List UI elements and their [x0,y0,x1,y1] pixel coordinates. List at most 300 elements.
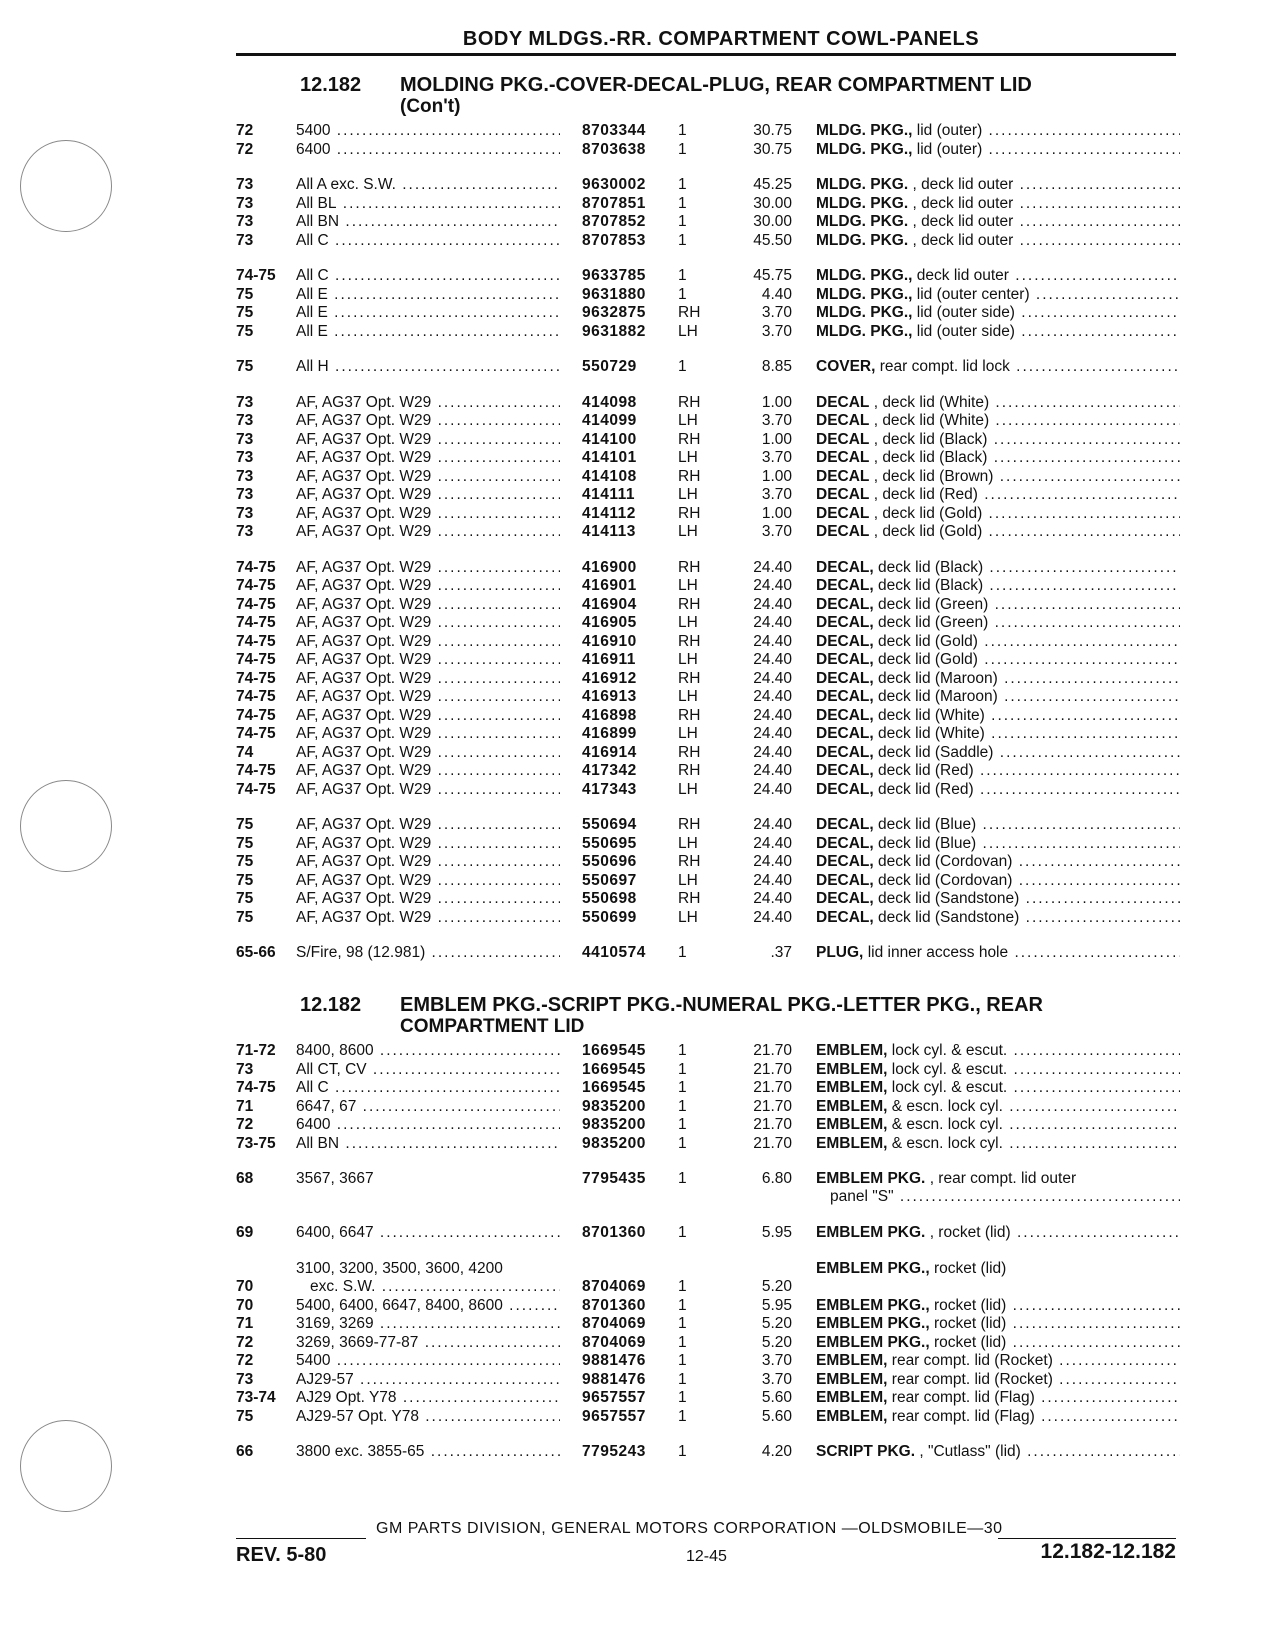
model-year: 71-72 [236,1042,276,1059]
table-row [0,1297,1280,1316]
model-usage [296,744,560,762]
part-number: 9633785 [582,267,646,284]
model-usage [296,304,560,322]
model-usage [296,267,560,285]
part-detail: deck lid (Sandstone) [878,908,1020,926]
model-usage [296,468,560,486]
part-name: EMBLEM, [816,1407,888,1425]
price: 24.40 [753,651,792,668]
part-name: EMBLEM PKG., [816,1259,930,1277]
model-usage [296,781,560,799]
model-year: 74-75 [236,706,276,724]
part-description [816,853,1180,871]
part-number: 550695 [582,834,637,852]
model-usage-text: AJ29-57 Opt. Y78 [296,1407,419,1425]
model-usage [296,1098,560,1116]
price: 1.00 [761,430,792,448]
price: 3.70 [761,1370,792,1388]
part-description [816,1297,1180,1315]
footer-rule [236,1538,366,1539]
part-detail: lock cyl. & escut. [891,1042,1008,1059]
part-number: 9835200 [582,1097,646,1115]
quantity: RH [678,890,701,907]
model-year: 72 [236,1352,254,1369]
model-usage [296,394,560,412]
part-detail: & escn. lock cyl. [891,1134,1003,1152]
part-name: EMBLEM, [816,1060,888,1078]
model-year: 72 [236,1333,254,1351]
part-detail: deck lid (Gold) [878,632,978,650]
model-usage [296,358,560,376]
part-detail: deck lid (Red) [878,780,974,798]
part-description [816,358,1180,376]
part-number: 7795435 [582,1170,646,1187]
part-number: 550698 [582,890,637,907]
model-year: 75 [236,890,254,907]
model-usage-text: All A exc. S.W. [296,176,396,193]
part-description [816,1443,1180,1461]
model-year: 69 [236,1224,254,1241]
part-name: DECAL [816,449,870,466]
model-year: 72 [236,1116,254,1133]
model-usage-text: AF, AG37 Opt. W29 [296,871,432,889]
model-year: 70 [236,1277,254,1295]
part-number: 550729 [582,358,637,375]
model-year: 74-75 [236,780,276,798]
part-number: 9657557 [582,1389,646,1406]
row-spacer [0,250,1280,267]
part-number: 414098 [582,393,637,411]
quantity: RH [678,816,701,833]
part-description [816,633,1180,651]
part-name: DECAL, [816,725,874,742]
model-year: 73 [236,213,254,230]
model-usage-text: 3100, 3200, 3500, 3600, 4200 [296,1259,503,1277]
model-usage-text: 6647, 67 [296,1097,357,1115]
model-year: 73 [236,449,254,466]
price: 24.40 [753,780,792,798]
quantity: LH [678,412,698,429]
model-usage [296,853,560,871]
table-row [0,944,1280,963]
part-name: DECAL, [816,688,874,705]
price: 24.40 [753,743,792,761]
model-usage [296,1334,560,1352]
part-description [816,232,1180,250]
price: 24.40 [753,890,792,907]
part-description [816,286,1180,304]
model-year: 75 [236,908,254,926]
quantity: LH [678,577,698,594]
model-year: 74-75 [236,651,276,668]
table-row [0,523,1280,542]
model-usage-text: All H [296,358,329,375]
table-row [0,232,1280,251]
part-detail: deck lid (Green) [878,614,989,631]
model-usage-text: AF, AG37 Opt. W29 [296,762,432,779]
quantity: 1 [678,176,687,193]
part-number: 417342 [582,762,637,779]
model-usage [296,1170,560,1188]
part-number: 9881476 [582,1370,646,1388]
header-rule [236,53,1176,56]
price: 4.20 [761,1443,792,1460]
model-year: 74-75 [236,267,276,284]
model-usage [296,195,560,213]
model-usage-text: All BL [296,194,337,212]
price: 5.20 [761,1333,792,1351]
part-number: 9632875 [582,304,646,321]
price: 24.40 [753,725,792,742]
model-year: 72 [236,122,254,139]
part-name: EMBLEM PKG., [816,1315,930,1332]
table-row [0,505,1280,524]
model-usage [296,449,560,467]
part-name: EMBLEM, [816,1370,888,1388]
price: 24.40 [753,577,792,594]
part-detail: deck lid (White) [878,706,985,724]
part-detail: deck lid (Maroon) [878,688,998,705]
table-row [0,835,1280,854]
part-description [816,431,1180,449]
price: 24.40 [753,558,792,576]
model-year: 73 [236,523,254,540]
model-usage [296,835,560,853]
part-name: EMBLEM, [816,1097,888,1115]
price: 24.40 [753,834,792,852]
row-spacer [0,341,1280,358]
model-usage-text: 5400, 6400, 6647, 8400, 8600 [296,1296,503,1314]
table-row [0,213,1280,232]
part-description [816,1116,1180,1134]
footer-corporation: GM PARTS DIVISION, GENERAL MOTORS CORPORATION —OLDSMOBILE—30 [376,1520,1003,1537]
price: 21.70 [753,1042,792,1059]
part-detail: & escn. lock cyl. [891,1097,1003,1115]
quantity: RH [678,706,701,724]
part-number: 416901 [582,577,637,594]
quantity: LH [678,322,698,340]
table-row [0,1098,1280,1117]
table-row [0,707,1280,726]
price: 3.70 [761,304,792,321]
quantity: 1 [678,1370,687,1388]
table-row [0,176,1280,195]
model-usage [296,505,560,523]
part-number: 8701360 [582,1296,646,1314]
part-detail: lid inner access hole [867,944,1009,961]
model-usage [296,670,560,688]
price: 21.70 [753,1060,792,1078]
part-description [816,122,1180,140]
part-description [816,1098,1180,1116]
part-description [816,505,1180,523]
model-year: 73 [236,1060,254,1078]
quantity: 1 [678,944,687,961]
price: 5.60 [761,1407,792,1425]
table-row [0,358,1280,377]
model-usage-text: All BN [296,213,340,230]
model-year: 75 [236,871,254,889]
model-year: 74 [236,743,254,761]
model-usage [296,1224,560,1242]
model-year: 73 [236,194,254,212]
quantity: LH [678,780,698,798]
model-year: 74-75 [236,558,276,576]
part-number: 414108 [582,467,637,485]
table-row [0,651,1280,670]
page-title: BODY MLDGS.-RR. COMPARTMENT COWL-PANELS [462,28,980,50]
part-number: 416914 [582,743,637,761]
price: 8.85 [761,358,792,375]
section-heading [300,994,1043,1038]
price: 45.50 [753,231,792,249]
part-description [816,1079,1180,1097]
part-detail: deck lid (Black) [878,577,984,594]
part-number: 414111 [582,486,636,503]
model-usage-text: 5400 [296,122,331,139]
quantity: 1 [678,1116,687,1133]
part-detail-continued: panel "S" ..... [816,1188,1180,1206]
model-year: 73 [236,486,254,503]
part-description [816,141,1180,159]
part-number: 9835200 [582,1116,646,1133]
price: 1.00 [761,467,792,485]
footer-rule [998,1538,1176,1539]
model-year: 75 [236,285,254,303]
model-year: 73 [236,176,254,193]
part-number: 1669545 [582,1042,646,1059]
price: 3.70 [761,486,792,503]
table-row [0,468,1280,487]
row-spacer [0,927,1280,944]
part-number: 414101 [582,449,637,466]
model-usage [296,1352,560,1370]
model-usage-text: All C [296,231,329,249]
quantity: 1 [678,1042,687,1059]
table-row [0,486,1280,505]
part-name: DECAL [816,523,870,540]
model-usage-text: AF, AG37 Opt. W29 [296,558,432,576]
part-description [816,1389,1180,1407]
part-detail: , deck lid (Brown) [873,467,994,485]
model-year: 74-75 [236,595,276,613]
model-year: 73 [236,412,254,429]
part-number: 8707851 [582,194,646,212]
quantity: RH [678,558,701,576]
table-row [0,141,1280,160]
part-description [816,1352,1180,1370]
part-detail: , deck lid outer [912,213,1014,230]
price: 6.80 [761,1170,792,1187]
part-description [816,1170,1180,1206]
part-name: SCRIPT PKG. [816,1443,916,1460]
quantity: LH [678,908,698,926]
part-number: 414100 [582,430,637,448]
part-detail: & escn. lock cyl. [891,1116,1003,1133]
part-number: 8704069 [582,1333,646,1351]
price: 45.75 [753,267,792,284]
model-year: 74-75 [236,725,276,742]
price: 30.75 [753,122,792,139]
model-usage-text: AF, AG37 Opt. W29 [296,834,432,852]
part-number: 414113 [582,523,636,540]
part-detail: rear compt. lid (Flag) [891,1389,1035,1406]
part-description [816,176,1180,194]
quantity: RH [678,669,701,687]
model-usage [296,559,560,577]
part-detail: rocket (lid) [933,1296,1007,1314]
quantity: 1 [678,1389,687,1406]
model-usage [296,1061,560,1079]
part-number: 8707853 [582,231,646,249]
part-name: DECAL, [816,558,874,576]
page-footer [236,1520,1176,1590]
part-detail: lid (outer) [916,140,983,158]
table-row [0,394,1280,413]
quantity: 1 [678,213,687,230]
price: 30.75 [753,140,792,158]
model-usage-text: 5400 [296,1352,331,1369]
model-year: 71 [236,1097,254,1115]
part-detail: deck lid (White) [878,725,985,742]
table-row [0,286,1280,305]
part-detail: , rear compt. lid outer [929,1170,1077,1187]
model-usage-text: AF, AG37 Opt. W29 [296,669,432,687]
price: 24.40 [753,669,792,687]
quantity: RH [678,853,701,870]
quantity: 1 [678,1333,687,1351]
price: 24.40 [753,632,792,650]
part-detail: , deck lid (Gold) [873,504,983,522]
model-year: 75 [236,304,254,321]
part-number: 1669545 [582,1060,646,1078]
quantity: RH [678,595,701,613]
part-number: 416904 [582,595,637,613]
model-year: 73-74 [236,1389,276,1406]
model-usage [296,1042,560,1060]
table-row [0,781,1280,800]
page-number: 12-45 [686,1548,727,1565]
part-name: DECAL [816,393,870,411]
table-row [0,725,1280,744]
part-description [816,651,1180,669]
table-row [0,670,1280,689]
quantity: RH [678,762,701,779]
model-usage-text: All C [296,267,329,284]
part-number: 9631882 [582,322,646,340]
quantity: RH [678,504,701,522]
table-row [0,744,1280,763]
model-year: 75 [236,816,254,833]
quantity: 1 [678,1277,687,1295]
model-usage [296,412,560,430]
part-detail: lid (outer side) [916,304,1015,321]
price: 3.70 [761,322,792,340]
model-usage-text: AF, AG37 Opt. W29 [296,577,432,594]
part-name: MLDG. PKG. [816,231,909,249]
quantity: RH [678,632,701,650]
part-number: 8707852 [582,213,646,230]
model-usage-text: AF, AG37 Opt. W29 [296,816,432,833]
part-name: DECAL, [816,669,874,687]
part-name: EMBLEM, [816,1079,888,1096]
part-detail: rocket (lid) [933,1333,1007,1351]
part-name: EMBLEM, [816,1389,888,1406]
row-spacer [0,159,1280,176]
row-spacer [0,1153,1280,1170]
part-detail: , deck lid (Black) [873,430,988,448]
part-number: 8703638 [582,140,646,158]
model-usage [296,1135,560,1153]
model-usage-text: AF, AG37 Opt. W29 [296,430,432,448]
model-usage [296,890,560,908]
quantity: 1 [678,1315,687,1332]
model-usage-text: AF, AG37 Opt. W29 [296,890,432,907]
row-spacer [0,377,1280,394]
part-detail: deck lid outer [916,267,1009,284]
quantity: LH [678,523,698,540]
part-detail: , deck lid (Red) [873,486,978,503]
part-number: 8704069 [582,1277,646,1295]
model-usage-text: AF, AG37 Opt. W29 [296,412,432,429]
part-name: MLDG. PKG., [816,267,913,284]
model-usage [296,323,560,341]
section-subtitle: COMPARTMENT LID [400,1016,585,1037]
model-year: 75 [236,358,254,375]
price: 30.00 [753,213,792,230]
table-row [0,1042,1280,1061]
model-usage-text: AF, AG37 Opt. W29 [296,595,432,613]
part-detail: , rocket (lid) [929,1224,1011,1241]
parts-table [0,122,1280,963]
part-number: 8703344 [582,122,646,139]
quantity: LH [678,688,698,705]
model-usage [296,707,560,725]
model-usage [296,1297,560,1315]
price: 24.40 [753,706,792,724]
model-usage [296,909,560,927]
quantity: 1 [678,358,687,375]
part-name: DECAL [816,412,870,429]
model-usage [296,1116,560,1134]
table-row [0,1224,1280,1243]
quantity: LH [678,834,698,852]
price: 24.40 [753,688,792,705]
model-usage [296,944,560,962]
revision-label: REV. 5-80 [236,1544,327,1566]
part-description [816,725,1180,743]
model-usage [296,1443,560,1461]
part-description [816,816,1180,834]
quantity: RH [678,430,701,448]
part-detail: rear compt. lid (Rocket) [891,1370,1053,1388]
part-number: 416913 [582,688,637,705]
model-year: 70 [236,1296,254,1314]
quantity: RH [678,393,701,411]
model-usage [296,596,560,614]
model-usage [296,286,560,304]
model-year: 72 [236,140,254,158]
part-description [816,195,1180,213]
model-usage-text: AF, AG37 Opt. W29 [296,743,432,761]
part-number: 414112 [582,504,636,522]
part-description [816,909,1180,927]
part-number: 9657557 [582,1407,646,1425]
part-number: 416899 [582,725,637,742]
part-description [816,872,1180,890]
quantity: LH [678,614,698,631]
model-usage [296,1079,560,1097]
